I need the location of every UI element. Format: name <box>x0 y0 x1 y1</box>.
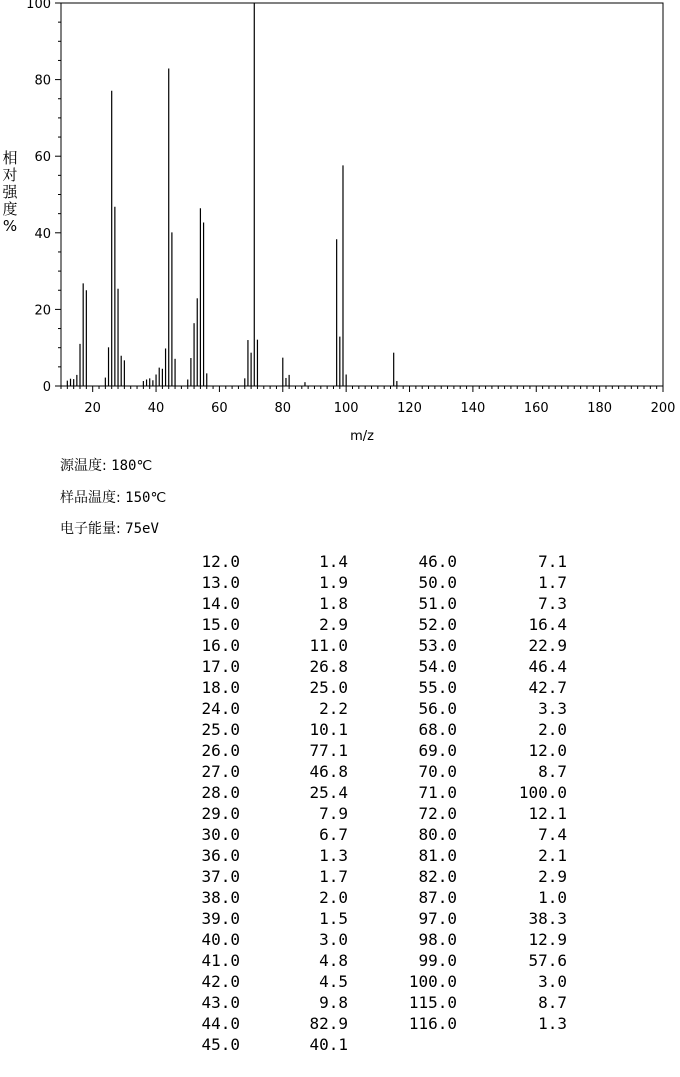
intensity-cell: 6.7 <box>319 825 348 844</box>
intensity-cell: 25.0 <box>309 678 348 697</box>
intensity-cell: 2.0 <box>538 720 567 739</box>
y-axis-label-char: % <box>2 217 18 235</box>
plot-border <box>61 3 663 386</box>
intensity-cell: 40.1 <box>309 1035 348 1054</box>
intensity-cell: 82.9 <box>309 1014 348 1033</box>
intensity-cell: 7.1 <box>538 552 567 571</box>
mz-cell: 18.0 <box>201 678 240 697</box>
intensity-cell: 11.0 <box>309 636 348 655</box>
intensity-cell: 57.6 <box>528 951 567 970</box>
mz-cell: 97.0 <box>418 909 457 928</box>
mz-cell <box>348 1034 457 1055</box>
y-axis-label <box>0 150 20 235</box>
mz-cell: 82.0 <box>418 867 457 886</box>
table-row <box>180 908 567 929</box>
intensity-cell: 3.0 <box>319 930 348 949</box>
mz-cell: 98.0 <box>418 930 457 949</box>
y-tick-label: 0 <box>42 380 51 395</box>
table-row <box>180 782 567 803</box>
intensity-cell: 4.5 <box>319 972 348 991</box>
mz-cell: 70.0 <box>418 762 457 781</box>
intensity-cell: 1.4 <box>319 552 348 571</box>
mz-cell: 15.0 <box>201 615 240 634</box>
mz-cell: 42.0 <box>201 972 240 991</box>
intensity-cell: 38.3 <box>528 909 567 928</box>
y-tick-label: 60 <box>34 150 51 166</box>
intensity-cell: 2.2 <box>319 699 348 718</box>
intensity-cell: 46.4 <box>528 657 567 676</box>
table-row <box>180 971 567 992</box>
mz-cell: 56.0 <box>418 699 457 718</box>
x-tick-label: 180 <box>587 401 613 416</box>
intensity-cell: 3.0 <box>538 972 567 991</box>
intensity-cell <box>457 1034 567 1055</box>
table-row <box>180 824 567 845</box>
table-row <box>180 551 567 572</box>
mz-cell: 53.0 <box>418 636 457 655</box>
table-row <box>180 929 567 950</box>
mz-cell: 45.0 <box>201 1035 240 1054</box>
x-tick-label: 160 <box>523 401 549 416</box>
intensity-cell: 12.9 <box>528 930 567 949</box>
table-row <box>180 1034 567 1055</box>
mz-cell: 100.0 <box>408 972 457 991</box>
mz-cell: 87.0 <box>418 888 457 907</box>
intensity-cell: 8.7 <box>538 993 567 1012</box>
mz-cell: 54.0 <box>418 657 457 676</box>
intensity-cell: 1.8 <box>319 594 348 613</box>
mass-spectrum-chart <box>0 0 680 450</box>
mz-cell: 68.0 <box>418 720 457 739</box>
table-row <box>180 677 567 698</box>
intensity-cell: 22.9 <box>528 636 567 655</box>
electron-energy <box>60 518 159 538</box>
plot-frame <box>61 3 663 386</box>
table-row <box>180 740 567 761</box>
intensity-cell: 3.3 <box>538 699 567 718</box>
mz-cell: 81.0 <box>418 846 457 865</box>
axis-ticks <box>26 0 675 416</box>
intensity-cell: 2.1 <box>538 846 567 865</box>
mz-cell: 50.0 <box>418 573 457 592</box>
intensity-cell: 12.1 <box>528 804 567 823</box>
intensity-cell: 26.8 <box>309 657 348 676</box>
mz-cell: 40.0 <box>201 930 240 949</box>
mz-cell: 27.0 <box>201 762 240 781</box>
energy-label: 电子能量: <box>60 521 121 537</box>
intensity-cell: 12.0 <box>528 741 567 760</box>
mz-cell: 44.0 <box>201 1014 240 1033</box>
intensity-cell: 77.1 <box>309 741 348 760</box>
mz-cell: 72.0 <box>418 804 457 823</box>
y-axis-label-char: 强 <box>2 183 18 201</box>
x-tick-label: 200 <box>650 401 676 416</box>
intensity-cell: 1.3 <box>319 846 348 865</box>
mz-cell: 38.0 <box>201 888 240 907</box>
sample-temperature <box>60 487 166 507</box>
mz-cell: 52.0 <box>418 615 457 634</box>
mz-cell: 36.0 <box>201 846 240 865</box>
table-row <box>180 803 567 824</box>
source-temp-label: 源温度: <box>60 458 107 474</box>
table-row <box>180 719 567 740</box>
mz-cell: 116.0 <box>408 1014 457 1033</box>
peak-table <box>180 551 567 1055</box>
y-axis-label-char: 度 <box>2 200 18 218</box>
intensity-cell: 2.9 <box>319 615 348 634</box>
mz-cell: 30.0 <box>201 825 240 844</box>
mz-cell: 41.0 <box>201 951 240 970</box>
y-axis-label-char: 对 <box>2 166 18 184</box>
table-row <box>180 887 567 908</box>
mz-cell: 12.0 <box>201 552 240 571</box>
intensity-cell: 7.3 <box>538 594 567 613</box>
y-axis-label-char: 相 <box>2 149 18 167</box>
intensity-cell: 1.5 <box>319 909 348 928</box>
intensity-cell: 42.7 <box>528 678 567 697</box>
intensity-cell: 1.0 <box>538 888 567 907</box>
y-tick-label: 80 <box>34 73 51 89</box>
intensity-cell: 16.4 <box>528 615 567 634</box>
mz-cell: 25.0 <box>201 720 240 739</box>
source-temperature <box>60 455 152 475</box>
mz-cell: 29.0 <box>201 804 240 823</box>
y-tick-label: 100 <box>26 0 51 12</box>
table-row <box>180 698 567 719</box>
intensity-cell: 7.9 <box>319 804 348 823</box>
y-tick-label: 20 <box>34 303 51 319</box>
intensity-cell: 1.7 <box>538 573 567 592</box>
x-tick-label: 20 <box>84 401 101 416</box>
energy-value: 75eV <box>125 521 159 537</box>
table-row <box>180 656 567 677</box>
intensity-cell: 7.4 <box>538 825 567 844</box>
peak-bars <box>67 3 397 386</box>
mz-cell: 24.0 <box>201 699 240 718</box>
mz-cell: 14.0 <box>201 594 240 613</box>
source-temp-value: 180℃ <box>111 458 153 474</box>
table-row <box>180 635 567 656</box>
intensity-cell: 1.9 <box>319 573 348 592</box>
x-axis-label: m/z <box>350 429 374 444</box>
intensity-cell: 1.7 <box>319 867 348 886</box>
table-row <box>180 845 567 866</box>
table-row <box>180 593 567 614</box>
mz-cell: 39.0 <box>201 909 240 928</box>
intensity-cell: 8.7 <box>538 762 567 781</box>
sample-temp-label: 样品温度: <box>60 490 121 506</box>
intensity-cell: 2.0 <box>319 888 348 907</box>
x-tick-label: 120 <box>397 401 422 416</box>
mz-cell: 69.0 <box>418 741 457 760</box>
intensity-cell: 25.4 <box>309 783 348 802</box>
mz-cell: 37.0 <box>201 867 240 886</box>
intensity-cell: 100.0 <box>518 783 567 802</box>
sample-temp-value: 150℃ <box>125 490 167 506</box>
x-tick-label: 60 <box>211 401 228 416</box>
mz-cell: 51.0 <box>418 594 457 613</box>
mz-cell: 16.0 <box>201 636 240 655</box>
mz-cell: 46.0 <box>418 552 457 571</box>
x-tick-label: 100 <box>333 401 359 416</box>
intensity-cell: 1.3 <box>538 1014 567 1033</box>
intensity-cell: 2.9 <box>538 867 567 886</box>
x-tick-label: 80 <box>274 401 292 416</box>
x-tick-label: 140 <box>460 401 486 416</box>
table-row <box>180 572 567 593</box>
mz-cell: 43.0 <box>201 993 240 1012</box>
table-row <box>180 866 567 887</box>
mz-cell: 80.0 <box>418 825 457 844</box>
intensity-cell: 46.8 <box>309 762 348 781</box>
table-row <box>180 950 567 971</box>
table-row <box>180 992 567 1013</box>
table-row <box>180 614 567 635</box>
mz-cell: 55.0 <box>418 678 457 697</box>
mz-cell: 28.0 <box>201 783 240 802</box>
y-tick-label: 40 <box>34 226 51 242</box>
intensity-cell: 4.8 <box>319 951 348 970</box>
mz-cell: 115.0 <box>408 993 457 1012</box>
x-tick-label: 40 <box>147 401 165 416</box>
mz-cell: 26.0 <box>201 741 240 760</box>
table-row <box>180 761 567 782</box>
mz-cell: 13.0 <box>201 573 240 592</box>
mz-cell: 71.0 <box>418 783 457 802</box>
table-row <box>180 1013 567 1034</box>
mz-cell: 99.0 <box>418 951 457 970</box>
intensity-cell: 10.1 <box>309 720 348 739</box>
mz-cell: 17.0 <box>201 657 240 676</box>
intensity-cell: 9.8 <box>319 993 348 1012</box>
